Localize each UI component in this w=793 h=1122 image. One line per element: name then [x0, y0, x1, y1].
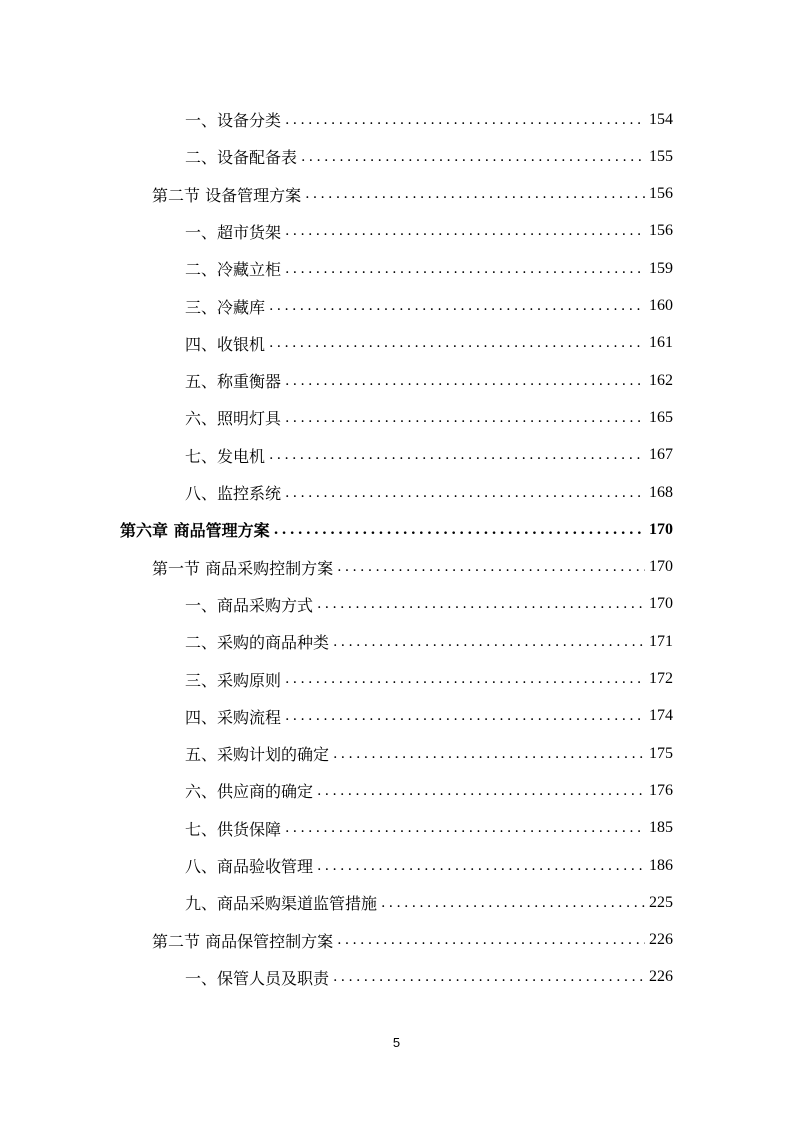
- toc-entry-label: 二、冷藏立柜: [185, 260, 282, 280]
- toc-dot-leader: [381, 895, 645, 911]
- toc-entry-page: 160: [649, 297, 673, 314]
- toc-entry-label: 一、设备分类: [185, 111, 282, 130]
- toc-entry[interactable]: [185, 101, 673, 138]
- toc-entry-page: 159: [649, 259, 673, 277]
- toc-entry[interactable]: [185, 474, 673, 511]
- toc-entry-label: 二、设备配备表: [185, 148, 298, 168]
- toc-entry-label: 四、采购流程: [185, 707, 282, 727]
- toc-entry-label: 八、商品验收管理: [185, 857, 314, 876]
- toc-dot-leader: [337, 559, 645, 575]
- toc-entry-page: 170: [649, 520, 673, 538]
- toc-entry-label: 第六章 商品管理方案: [120, 521, 270, 541]
- toc-entry-label: 六、供应商的确定: [185, 782, 314, 802]
- toc-dot-leader: [285, 223, 645, 239]
- toc-dot-leader: [317, 783, 645, 799]
- toc-dot-leader: [333, 969, 645, 985]
- toc-dot-leader: [274, 522, 645, 538]
- toc-entry-chapter[interactable]: [120, 511, 673, 548]
- toc-entry-section[interactable]: [152, 922, 673, 959]
- toc-entry-page: 162: [649, 371, 673, 389]
- toc-entry-page: 176: [649, 781, 673, 799]
- toc-entry-page: 175: [649, 744, 673, 762]
- toc-entry[interactable]: [185, 847, 673, 884]
- toc-entry[interactable]: [185, 661, 673, 698]
- toc-entry[interactable]: [185, 772, 673, 809]
- toc-entry-page: 168: [649, 483, 673, 501]
- toc-dot-leader: [317, 596, 645, 612]
- toc-entry-page: 174: [649, 707, 673, 725]
- toc-entry[interactable]: [185, 959, 673, 996]
- toc-entry-page: 226: [649, 931, 673, 949]
- toc-dot-leader: [285, 410, 645, 426]
- toc-entry-label: 一、商品采购方式: [185, 595, 314, 615]
- toc-entry-label: 九、商品采购渠道监管措施: [185, 894, 378, 914]
- toc-dot-leader: [285, 373, 645, 389]
- toc-entry[interactable]: [185, 213, 673, 250]
- toc-entry-page: 170: [649, 595, 673, 613]
- toc-entry[interactable]: [185, 288, 673, 325]
- toc-entry-page: 165: [649, 408, 673, 426]
- toc-dot-leader: [285, 820, 645, 836]
- toc-entry[interactable]: [185, 325, 673, 362]
- toc-entry-label: 七、供货保障: [185, 819, 282, 839]
- toc-entry[interactable]: [185, 138, 673, 175]
- toc-entry[interactable]: [185, 362, 673, 399]
- toc-dot-leader: [337, 932, 645, 948]
- toc-entry-label: 四、收银机: [185, 334, 266, 354]
- toc-entry-page: 154: [649, 110, 673, 128]
- toc-entry-page: 185: [649, 819, 673, 837]
- toc-entry[interactable]: [185, 810, 673, 847]
- toc-entry[interactable]: [185, 884, 673, 921]
- toc-entry-page: 225: [649, 893, 673, 911]
- toc-entry-label: 二、采购的商品种类: [185, 633, 330, 653]
- toc-entry-page: 226: [649, 968, 673, 986]
- toc-entry-label: 第一节 商品采购控制方案: [152, 558, 334, 578]
- toc-entry[interactable]: [185, 437, 673, 474]
- toc-dot-leader: [333, 634, 645, 650]
- toc-dot-leader: [305, 186, 645, 202]
- toc-entry-label: 第二节 商品保管控制方案: [152, 931, 334, 951]
- toc-entry-section[interactable]: [152, 549, 673, 586]
- toc-entry-page: 156: [649, 222, 673, 240]
- toc-dot-leader: [269, 298, 645, 314]
- toc-entry-label: 六、照明灯具: [185, 409, 282, 429]
- toc-entry-page: 171: [649, 632, 673, 650]
- toc-entry-page: 161: [649, 334, 673, 352]
- toc-dot-leader: [285, 708, 645, 724]
- toc-entry[interactable]: [185, 735, 673, 772]
- page-number: 5: [392, 1035, 401, 1050]
- toc-entry-label: 五、称重衡器: [185, 372, 282, 392]
- toc-entry-label: 三、采购原则: [185, 670, 282, 690]
- toc-entry-page: 172: [649, 670, 673, 687]
- toc-entry-label: 一、保管人员及职责: [185, 968, 330, 988]
- toc-dot-leader: [317, 858, 645, 874]
- toc-dot-leader: [269, 447, 645, 463]
- toc-entry[interactable]: [185, 399, 673, 436]
- toc-entry[interactable]: [185, 623, 673, 660]
- toc-entry-page: 155: [649, 147, 673, 165]
- toc-entry-page: 167: [649, 446, 673, 464]
- toc-entry[interactable]: [185, 698, 673, 735]
- toc-entry-page: 186: [649, 856, 673, 874]
- toc-entry-label: 三、冷藏库: [185, 297, 266, 317]
- toc-dot-leader: [301, 149, 645, 165]
- toc-entry-label: 第二节 设备管理方案: [152, 185, 302, 205]
- toc-entry[interactable]: [185, 250, 673, 287]
- toc-entry-section[interactable]: [152, 176, 673, 213]
- toc-dot-leader: [285, 671, 645, 687]
- toc-dot-leader: [269, 335, 645, 351]
- toc-entry-page: 156: [649, 185, 673, 203]
- toc-entry-label: 五、采购计划的确定: [185, 745, 330, 765]
- toc-dot-leader: [285, 112, 645, 128]
- toc-entry-label: 一、超市货架: [185, 222, 282, 242]
- toc-dot-leader: [285, 261, 645, 277]
- toc-entry-label: 八、监控系统: [185, 484, 282, 503]
- toc-dot-leader: [285, 485, 645, 501]
- toc-entry-label: 七、发电机: [185, 446, 266, 466]
- toc-entry[interactable]: [185, 586, 673, 623]
- toc-entry-page: 170: [649, 558, 673, 576]
- toc-dot-leader: [333, 746, 645, 762]
